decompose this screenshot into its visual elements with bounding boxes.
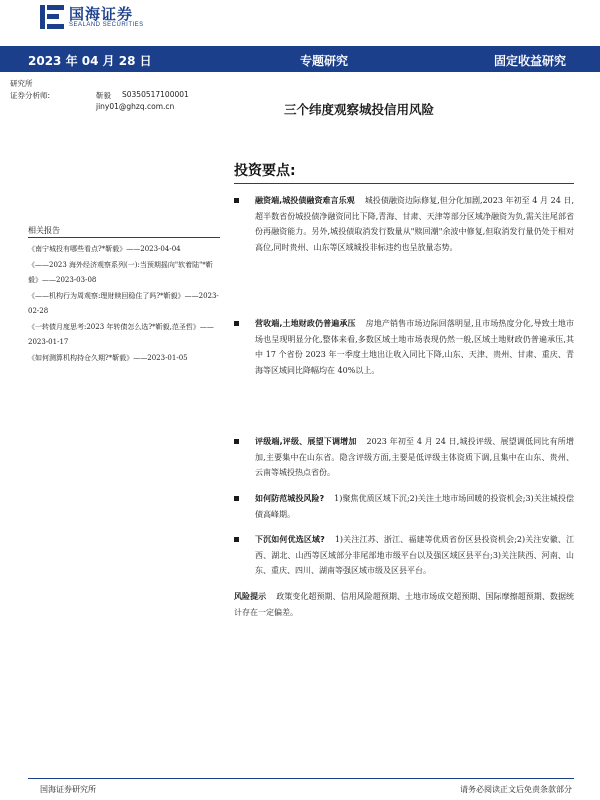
risk-text: 政策变化超预期、信用风险超预期、土地市场成交超预期、国际摩擦超预期、数据统计存在一定偏差。	[234, 592, 574, 617]
related-reports-divider	[28, 237, 220, 238]
bullet-icon	[234, 537, 239, 542]
point-lead: 评级端,评级、展望下调增加	[255, 437, 357, 446]
summary-point-financing	[234, 193, 574, 255]
point-text: 城投债融资边际修复,但分化加剧,2023 年初至 4 月 24 日,超半数省份城投债净融资同比下降,青海、甘肃、天津等部分区域净融资为负,需关注尾部省份再融资能力。另外,城投债取消发行数量从"赎回潮"余波中修复,但取消发行量仍处于相对高位,同时贵州、山东等区域城投非标违约也呈放量态势。	[255, 196, 574, 252]
related-report-item[interactable]: 《如何测算机构持仓久期?*靳毅》——2023-01-05	[28, 353, 188, 362]
related-reports-heading: 相关报告	[28, 226, 60, 235]
related-report-item[interactable]: 《一转债月度思考:2023 年转债怎么选?*靳毅,范圣哲》——2023-01-17	[28, 322, 214, 346]
summary-point-region	[234, 532, 574, 579]
point-text: 1)聚焦优质区域下沉;2)关注土地市场回暖的投资机会;3)关注城投偿债高峰期。	[255, 494, 575, 519]
brand-mark-icon	[40, 5, 64, 29]
risk-warning	[234, 589, 574, 620]
related-report-item[interactable]: 《南宁城投有哪些看点?*靳毅》——2023-04-04	[28, 245, 181, 253]
analyst-license: S0350517100001	[122, 90, 189, 99]
page-title: 三个纬度观察城投信用风险	[284, 102, 435, 117]
header-banner	[0, 46, 600, 72]
bullet-icon	[234, 198, 239, 203]
point-lead: 营收端,土地财政仍普遍承压	[255, 319, 356, 328]
analyst-label: 证券分析师:	[10, 91, 51, 100]
point-text: 1)关注江苏、浙江、福建等优质省份区县投资机会;2)关注安徽、江西、湖北、山西等区域部分非尾部地市级平台以及强区域区县平台;3)关注陕西、河南、山东、重庆、四川、湖南等强区域市级及区县平台。	[255, 535, 574, 576]
institute-label: 研究所	[10, 79, 33, 88]
summary-point-prevention	[234, 491, 574, 522]
summary-heading: 投资要点:	[234, 163, 296, 179]
point-lead: 如何防范城投风险?	[255, 494, 325, 503]
summary-divider	[234, 183, 574, 184]
summary-point-rating	[234, 434, 574, 481]
analyst-row	[10, 90, 189, 101]
footer-institute: 国海证券研究所	[40, 785, 96, 794]
brand-logo	[40, 4, 144, 30]
report-category: 固定收益研究	[494, 54, 567, 68]
report-type: 专题研究	[300, 54, 349, 68]
related-report-item[interactable]: 《——机构行为周观察:理财赎回稳住了吗?*靳毅》——2023-02-28	[28, 291, 219, 315]
point-lead: 融资端,城投债融资难言乐观	[255, 196, 355, 205]
brand-name-cn: 国海证券	[69, 4, 134, 23]
report-date: 2023 年 04 月 28 日	[28, 54, 152, 68]
point-lead: 下沉如何优选区域?	[255, 535, 325, 544]
related-report-item[interactable]: 《——2023 海外经济观察系列(一):当预期摇向"软着陆"*靳毅》——2023-03-08	[28, 260, 213, 284]
analyst-email: jiny01@ghzq.com.cn	[96, 102, 175, 111]
bullet-icon	[234, 321, 239, 326]
summary-point-revenue	[234, 316, 574, 378]
brand-name-en: SEALAND SECURITIES	[69, 21, 144, 28]
point-text: 房地产销售市场边际回落明显,且市场热度分化,导致土地市场也呈现明显分化,整体来看,多数区域土地市场表现仍然一般,区域土地财政仍普遍承压,其中 17 个省份 2023 年一季度土地出让收入同比下降,山东、天津、贵州、甘肃、重庆、青海等区域同比降幅均在 40%以上。	[255, 319, 574, 375]
bullet-icon	[234, 439, 239, 444]
bullet-icon	[234, 496, 239, 501]
risk-lead: 风险提示	[234, 592, 267, 601]
footer-divider	[28, 778, 574, 779]
related-reports-list	[28, 242, 220, 366]
analyst-name: 靳毅	[96, 91, 111, 100]
point-text: 2023 年初至 4 月 24 日,城投评级、展望调低同比有所增加,主要集中在山东省。隐含评级方面,主要是低评级主体资质下调,且集中在山东、贵州、云南等城投热点省份。	[255, 437, 574, 478]
footer-disclaimer: 请务必阅读正文后免责条款部分	[460, 785, 572, 794]
